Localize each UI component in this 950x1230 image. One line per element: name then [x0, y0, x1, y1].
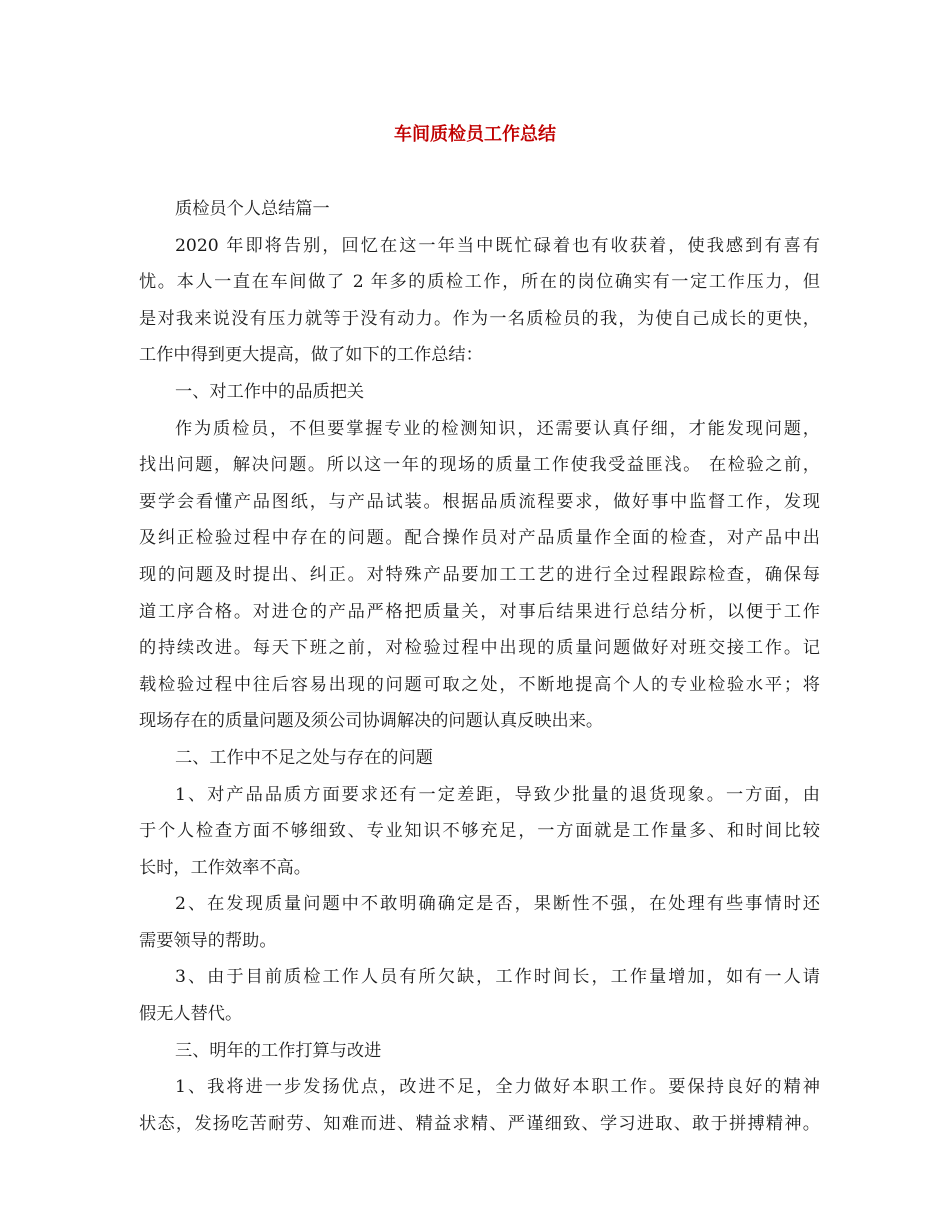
paragraph-line: 是对我来说没有压力就等于没有动力。作为一名质检员的我，为使自己成长的更快，	[139, 308, 820, 329]
paragraph-line: 状态，发扬吃苦耐劳、知难而进、精益求精、严谨细致、学习进取、敢于拼搏精神。	[139, 1113, 820, 1134]
paragraph-line: 找出问题，解决问题。所以这一年的现场的质量工作使我受益匪浅。 在检验之前，	[139, 455, 820, 476]
paragraph-line: 要学会看懂产品图纸，与产品试装。根据品质流程要求，做好事中监督工作，发现	[139, 491, 820, 512]
paragraph-line: 长时，工作效率不高。	[139, 857, 311, 878]
section-heading: 二、工作中不足之处与存在的问题	[175, 747, 433, 768]
paragraph-line: 现的问题及时提出、纠正。对特殊产品要加工工艺的进行全过程跟踪检查，确保每	[139, 564, 820, 585]
document-title: 车间质检员工作总结	[394, 124, 556, 145]
paragraph-line: 载检验过程中往后容易出现的问题可取之处，不断地提高个人的专业检验水平；将	[139, 674, 820, 695]
paragraph-line: 1、对产品品质方面要求还有一定差距，导致少批量的退货现象。一方面，由	[175, 784, 820, 805]
paragraph-line: 假无人替代。	[139, 1004, 243, 1025]
section-heading: 三、明年的工作打算与改进	[175, 1040, 382, 1061]
paragraph-line: 忧。本人一直在车间做了 2 年多的质检工作，所在的岗位确实有一定工作压力，但	[139, 272, 820, 293]
paragraph-line: 于个人检查方面不够细致、专业知识不够充足，一方面就是工作量多、和时间比较	[139, 821, 820, 842]
paragraph-line: 3、由于目前质检工作人员有所欠缺，工作时间长，工作量增加，如有一人请	[175, 967, 820, 988]
paragraph-line: 道工序合格。对进仓的产品严格把质量关，对事后结果进行总结分析，以便于工作	[139, 601, 820, 622]
paragraph-line: 及纠正检验过程中存在的问题。配合操作员对产品质量作全面的检查，对产品中出	[139, 528, 820, 549]
section-heading: 一、对工作中的品质把关	[175, 381, 365, 402]
paragraph-line: 现场存在的质量问题及须公司协调解决的问题认真反映出来。	[139, 711, 604, 732]
paragraph-line: 作为质检员，不但要掌握专业的检测知识，还需要认真仔细，才能发现问题，	[175, 418, 820, 439]
document-body	[139, 191, 820, 1142]
paragraph-line: 2020 年即将告别，回忆在这一年当中既忙碌着也有收获着，使我感到有喜有	[175, 235, 820, 256]
paragraph-line: 2、在发现质量问题中不敢明确确定是否，果断性不强，在处理有些事情时还	[175, 894, 820, 915]
section-heading: 质检员个人总结篇一	[175, 199, 330, 219]
paragraph-line: 1、我将进一步发扬优点，改进不足，全力做好本职工作。要保持良好的精神	[175, 1077, 820, 1098]
paragraph-line: 需要领导的帮助。	[139, 930, 277, 951]
paragraph-line: 工作中得到更大提高，做了如下的工作总结：	[139, 345, 483, 366]
paragraph-line: 的持续改进。每天下班之前，对检验过程中出现的质量问题做好对班交接工作。记	[139, 638, 820, 659]
